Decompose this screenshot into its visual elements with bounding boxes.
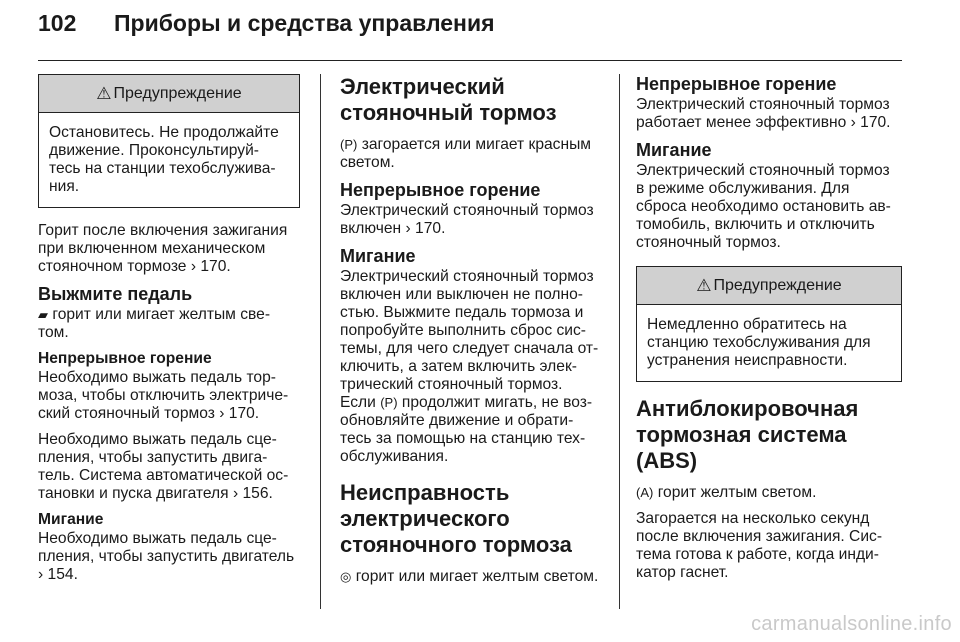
column-2 [340,74,602,594]
parking-brake-icon: (P) [340,137,358,152]
column-3 [636,74,902,590]
continuous-heading: Непрерывное горение [38,350,212,367]
header-rule [38,60,902,61]
continuous-heading: Непрерывное горение [340,180,541,200]
watermark: carmanualsonline.info [751,613,952,635]
blinking-heading: Мигание [38,511,104,528]
page-header [38,10,495,37]
intro-paragraph: Горит после включения зажигания при включенном механическом стояночном тормозе › 170. [38,222,288,275]
warning-header [637,267,901,305]
warning-text: Остановитесь. Не продолжайте движение. Проконсультируй-тесь на станции техобслужива-ния. [49,124,279,195]
page-ref-icon: › [232,485,239,502]
column-1 [38,74,300,592]
blinking-paragraph: Электрический стояночный тормоз включен или выключен не полно-стью. Выжмите педаль тормоза и попробуйте выполнить сброс сис-темы, для чего следует сначала от-ключить, а затем включить элек-трический стояночный тормоз. Если (P) продолжит мигать, не воз-обновляйте движение и обрати-тесь за помощью на станцию тех-обслуживания. [340,268,599,465]
continuous-paragraph-2: Необходимо выжать педаль сце-пления, чтобы запустить двига-тель. Система автоматической ос-тановки и пуска двигателя › 156. [38,431,289,502]
fault-heading: Неисправность электрического стояночного тормоза [340,480,572,557]
page-number: 102 [38,10,77,36]
continuous-paragraph-1: Необходимо выжать педаль тор-моза, чтобы отключить электриче-ский стояночный тормоз › 170. [38,369,289,422]
blinking-paragraph: Электрический стояночный тормоз в режиме обслуживания. Для сброса необходимо остановить ав-томобиль, включить и отключить стояночный тормоз. [636,162,891,251]
page-title: Приборы и средства управления [114,10,495,36]
abs-paragraph: (A) горит желтым светом. [636,484,817,501]
parking-brake-heading: Электрический стояночный тормоз [340,74,557,125]
blinking-heading: Мигание [636,140,712,160]
parking-brake-icon: (P) [380,395,398,410]
warning-triangle-icon: ⚠ [96,83,112,103]
abs-heading: Антиблокировочная тормозная система (ABS) [636,396,859,473]
continuous-paragraph: Электрический стояночный тормоз работает менее эффективно › 170. [636,96,891,131]
fault-paragraph: ◎ горит или мигает желтым светом. [340,568,599,585]
abs-paragraph-2: Загорается на несколько секунд после включения зажигания. Сис-тема готова к работе, когда инди-катор гаснет. [636,510,883,581]
page-ref-icon: › [405,220,411,237]
parking-brake-intro: (P) загорается или мигает красным светом. [340,136,592,171]
blinking-paragraph: Необходимо выжать педаль сце-пления, чтобы запустить двигатель › 154. [38,530,295,583]
press-pedal-heading: Выжмите педаль [38,284,193,304]
blinking-heading: Мигание [340,246,416,266]
column-divider-1 [320,74,321,609]
page-ref-icon: › [190,258,197,275]
foot-pedal-icon: ▰ [38,307,48,322]
column-divider-2 [619,74,620,609]
page-ref-icon: › [38,566,44,583]
warning-box-1 [38,74,300,208]
warning-title: Предупреждение [113,84,242,102]
warning-text: Немедленно обратитесь на станцию техобслуживания для устранения неисправности. [647,316,871,369]
press-pedal-paragraph: ▰ горит или мигает желтым све-том. [38,306,271,341]
warning-header [39,75,299,113]
warning-box-2 [636,266,902,382]
page-ref-icon: › [850,114,856,131]
brake-fault-icon: ◎ [340,569,352,584]
page-ref-icon: › [219,405,225,422]
warning-triangle-icon: ⚠ [696,275,712,295]
abs-icon: (A) [636,485,654,500]
warning-title: Предупреждение [713,276,842,294]
continuous-heading: Непрерывное горение [636,74,837,94]
continuous-paragraph: Электрический стояночный тормоз включен › 170. [340,202,594,237]
